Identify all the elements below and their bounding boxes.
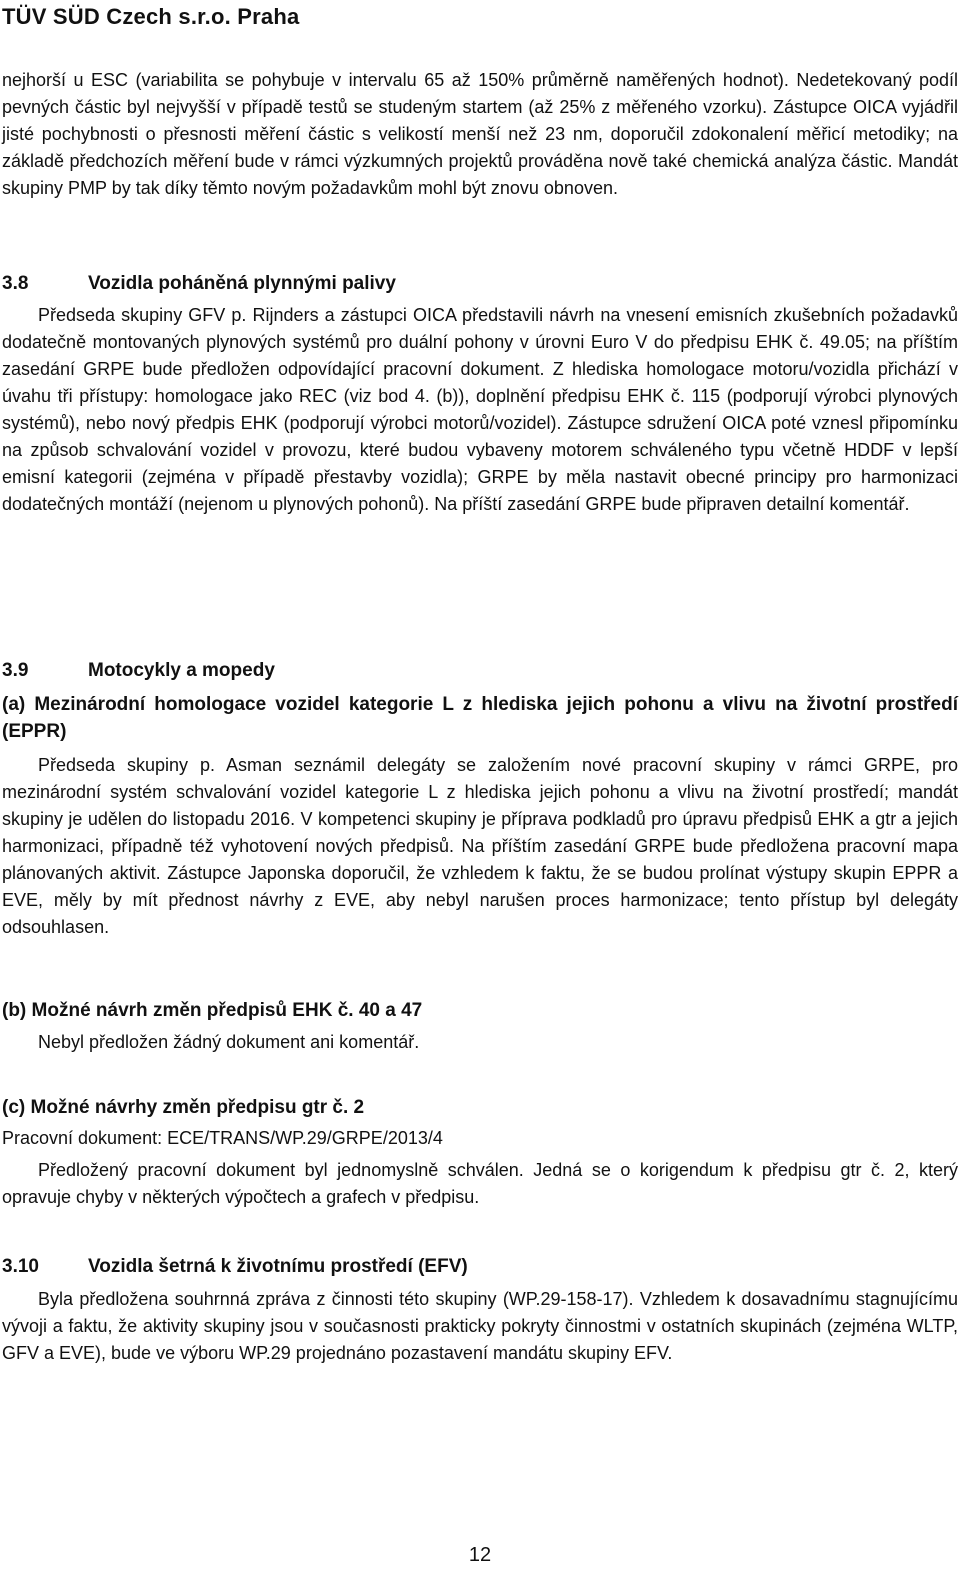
section-3-8-heading [2, 270, 958, 297]
page-header: TÜV SÜD Czech s.r.o. Praha [2, 4, 300, 29]
subsection-a-heading: (a) Mezinárodní homologace vozidel kategorie L z hlediska jejich pohonu a vlivu na životní prostředí (EPPR) [2, 694, 958, 742]
subsection-b-paragraph: Nebyl předložen žádný dokument ani komentář. [38, 1032, 420, 1052]
subsection-c-paragraph: Předložený pracovní dokument byl jednomyslně schválen. Jedná se o korigendum k předpisu gtr č. 2, který opravuje chyby v některých výpočtech a grafech v předpisu. [2, 1160, 958, 1207]
working-document-line: Pracovní dokument: ECE/TRANS/WP.29/GRPE/2013/4 [2, 1128, 443, 1148]
section-3-10-paragraph: Byla předložena souhrnná zpráva z činnosti této skupiny (WP.29-158-17). Vzhledem k dosavadnímu stagnujícímu vývoji a faktu, že aktivity skupiny jsou v současnosti prakticky pokryty činnostmi v ostatních skupinách (zejména WLTP, GFV a EVE), bude ve výboru WP.29 projednáno pozastavení mandátu skupiny EFV. [2, 1289, 958, 1363]
section-title: Vozidla šetrná k životnímu prostředí (EFV) [88, 1256, 468, 1277]
subsection-b-heading: (b) Možné návrh změn předpisů EHK č. 40 a 47 [2, 1000, 423, 1021]
section-3-9-heading [2, 657, 958, 684]
subsection-a-paragraph: Předseda skupiny p. Asman seznámil delegáty se založením nové pracovní skupiny v rámci GRPE, pro mezinárodní systém schvalování vozidel kategorie L z hlediska jejich pohonu a vlivu na životní prostředí; mandát skupiny je udělen do listopadu 2016. V kompetenci skupiny je příprava podkladů pro úpravu předpisů EHK a gtr a jejich harmonizaci, případně též vyhotovení nových předpisů. Na příštím zasedání GRPE bude předložena pracovní mapa plánovaných aktivit. Zástupce Japonska doporučil, že vzhledem k faktu, že se budou prolínat výstupy skupin EPPR a EVE, měly by mít přednost návrhy z EVE, aby nebyl narušen proces harmonizace; tento přístup byl delegáty odsouhlasen. [2, 755, 958, 937]
section-title: Motocykly a mopedy [88, 660, 275, 681]
section-number: 3.10 [2, 1256, 39, 1277]
section-number: 3.8 [2, 273, 29, 294]
section-number: 3.9 [2, 660, 29, 681]
page-number: 12 [468, 1544, 492, 1566]
intro-paragraph: nejhorší u ESC (variabilita se pohybuje v intervalu 65 až 150% průměrně naměřených hodnot). Nedetekovaný podíl pevných částic byl nejvyšší v případě testů se studeným startem (až 25% z měřeného vzorku). Zástupce OICA vyjádřil jisté pochybnosti o přesnosti měření částic s velikostí menší než 23 nm, doporučil zdokonalení měřicí metodiky; na základě předchozích měření bude v rámci výzkumných projektů prováděna nově také chemická analýza částic. Mandát skupiny PMP by tak díky těmto novým požadavkům mohl být znovu obnoven. [2, 70, 958, 198]
section-3-10-heading [2, 1253, 958, 1280]
section-title: Vozidla poháněná plynnými palivy [88, 273, 396, 294]
section-3-8-paragraph: Předseda skupiny GFV p. Rijnders a zástupci OICA představili návrh na vnesení emisních zkušebních požadavků dodatečně montovaných plynových systémů pro duální pohony v úrovni Euro V do předpisu EHK č. 49.05; na příštím zasedání GRPE bude předložen odpovídající pracovní dokument. Z hlediska homologace motoru/vozidla přichází v úvahu tři přístupy: homologace jako REC (viz bod 4. (b)), doplnění předpisu EHK č. 115 (podporují výrobci plynových systémů), nebo nový předpis EHK (podporují výrobci motorů/vozidel). Zástupce sdružení OICA poté vznesl připomínku na způsob schvalování vozidel v provozu, které budou vybaveny motorem schváleného typu včetně HDDF v lepší emisní kategorii (zejména v případě přestavby vozidla); GRPE by měla nastavit obecné principy pro harmonizaci dodatečných montáží (nejenom u plynových pohonů). Na příští zasedání GRPE bude připraven detailní komentář. [2, 305, 958, 514]
subsection-c-heading: (c) Možné návrhy změn předpisu gtr č. 2 [2, 1097, 365, 1118]
